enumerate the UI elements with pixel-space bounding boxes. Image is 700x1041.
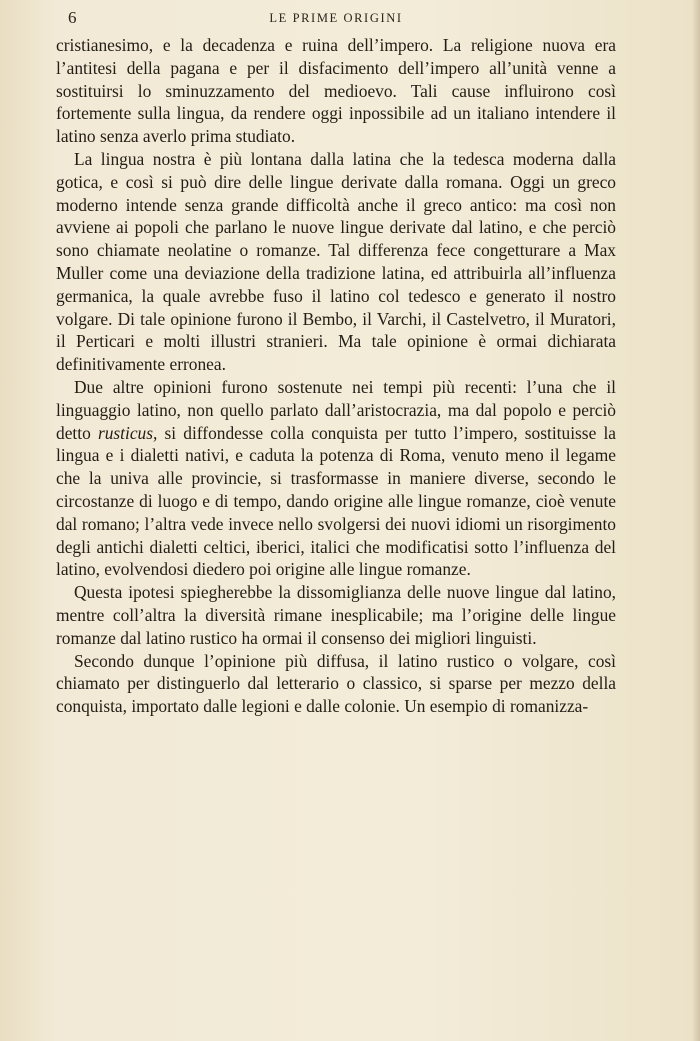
paragraph-1: cristianesimo, e la decadenza e ruina dell’impero. La religione nuova era l’antitesi della pagana e per il disfacimento dell’impero all’unità venne a sostituirsi lo sminuzzamento del medioevo. Tali cause influirono così fortemente sulla lingua, da rendere oggi inpossibile ad un italiano intendere il latino senza averlo prima studiato.	[56, 35, 616, 147]
paragraph-2: La lingua nostra è più lontana dalla latina che la tedesca moderna dalla gotica, e così si può dire delle lingue derivate dalla romana. Oggi un greco moderno intende senza grande difficoltà anche il greco antico: ma così non avviene ai popoli che parlano le nuove lingue derivate dal latino, e che perciò sono chiamate neolatine o romanze. Tal differenza fece congetturare a Max Muller come una deviazione della tradizione latina, ed attribuirla all’influenza germanica, la quale avrebbe fuso il latino col tedesco e generato il nostro volgare. Di tale opinione furono il Bembo, il Varchi, il Castelvetro, il Muratori, il Perticari e molti illustri stranieri. Ma tale opinione è ormai dichiarata definitivamente erronea.	[56, 148, 616, 375]
paragraph-5: Secondo dunque l’opinione più diffusa, il latino rustico o volgare, così chiamato per distinguerlo dal letterario o classico, si sparse per mezzo della conquista, importato dalle legioni e dalle colonie. Un esempio di romanizza-	[56, 650, 616, 717]
page-number: 6	[68, 8, 77, 27]
page-header	[56, 8, 616, 30]
page-edge-shadow	[692, 0, 700, 1041]
paragraph-4: Questa ipotesi spiegherebbe la dissomiglianza delle nuove lingue dal latino, mentre coll’altra la diversità rimane inesplicabile; ma l’origine delle lingue romanze dal latino rustico ha ormai il consenso dei migliori linguisti.	[56, 582, 616, 648]
running-title: LE PRIME ORIGINI	[269, 11, 403, 25]
paragraph-3	[56, 376, 616, 581]
paragraph-3-italic-term: rusticus,	[97, 422, 158, 443]
paragraph-3-part-1: Due altre opinioni furono sostenute nei tempi più recenti: l’una che il linguaggio latino, non quello parlato dall’aristocrazia, ma dal popolo e perciò detto	[56, 376, 616, 443]
paragraph-3-part-2: si diffondesse colla conquista per tutto l’impero, sostituisse la lingua e i dialetti nativi, e caduta la potenza di Roma, venuto meno il legame che la univa alle provincie, si trasformasse in maniere diverse, secondo le circostanze di luogo e di tempo, dando origine alle lingue romanze, cioè venute dal romano; l’altra vede invece nello svolgersi dei nuovi idiomi un risorgimento degli antichi dialetti celtici, iberici, italici che modificatisi sotto l’influenza del latino, evolvendosi diedero poi origine alle lingue romanze.	[56, 422, 616, 580]
body-text	[56, 34, 616, 718]
